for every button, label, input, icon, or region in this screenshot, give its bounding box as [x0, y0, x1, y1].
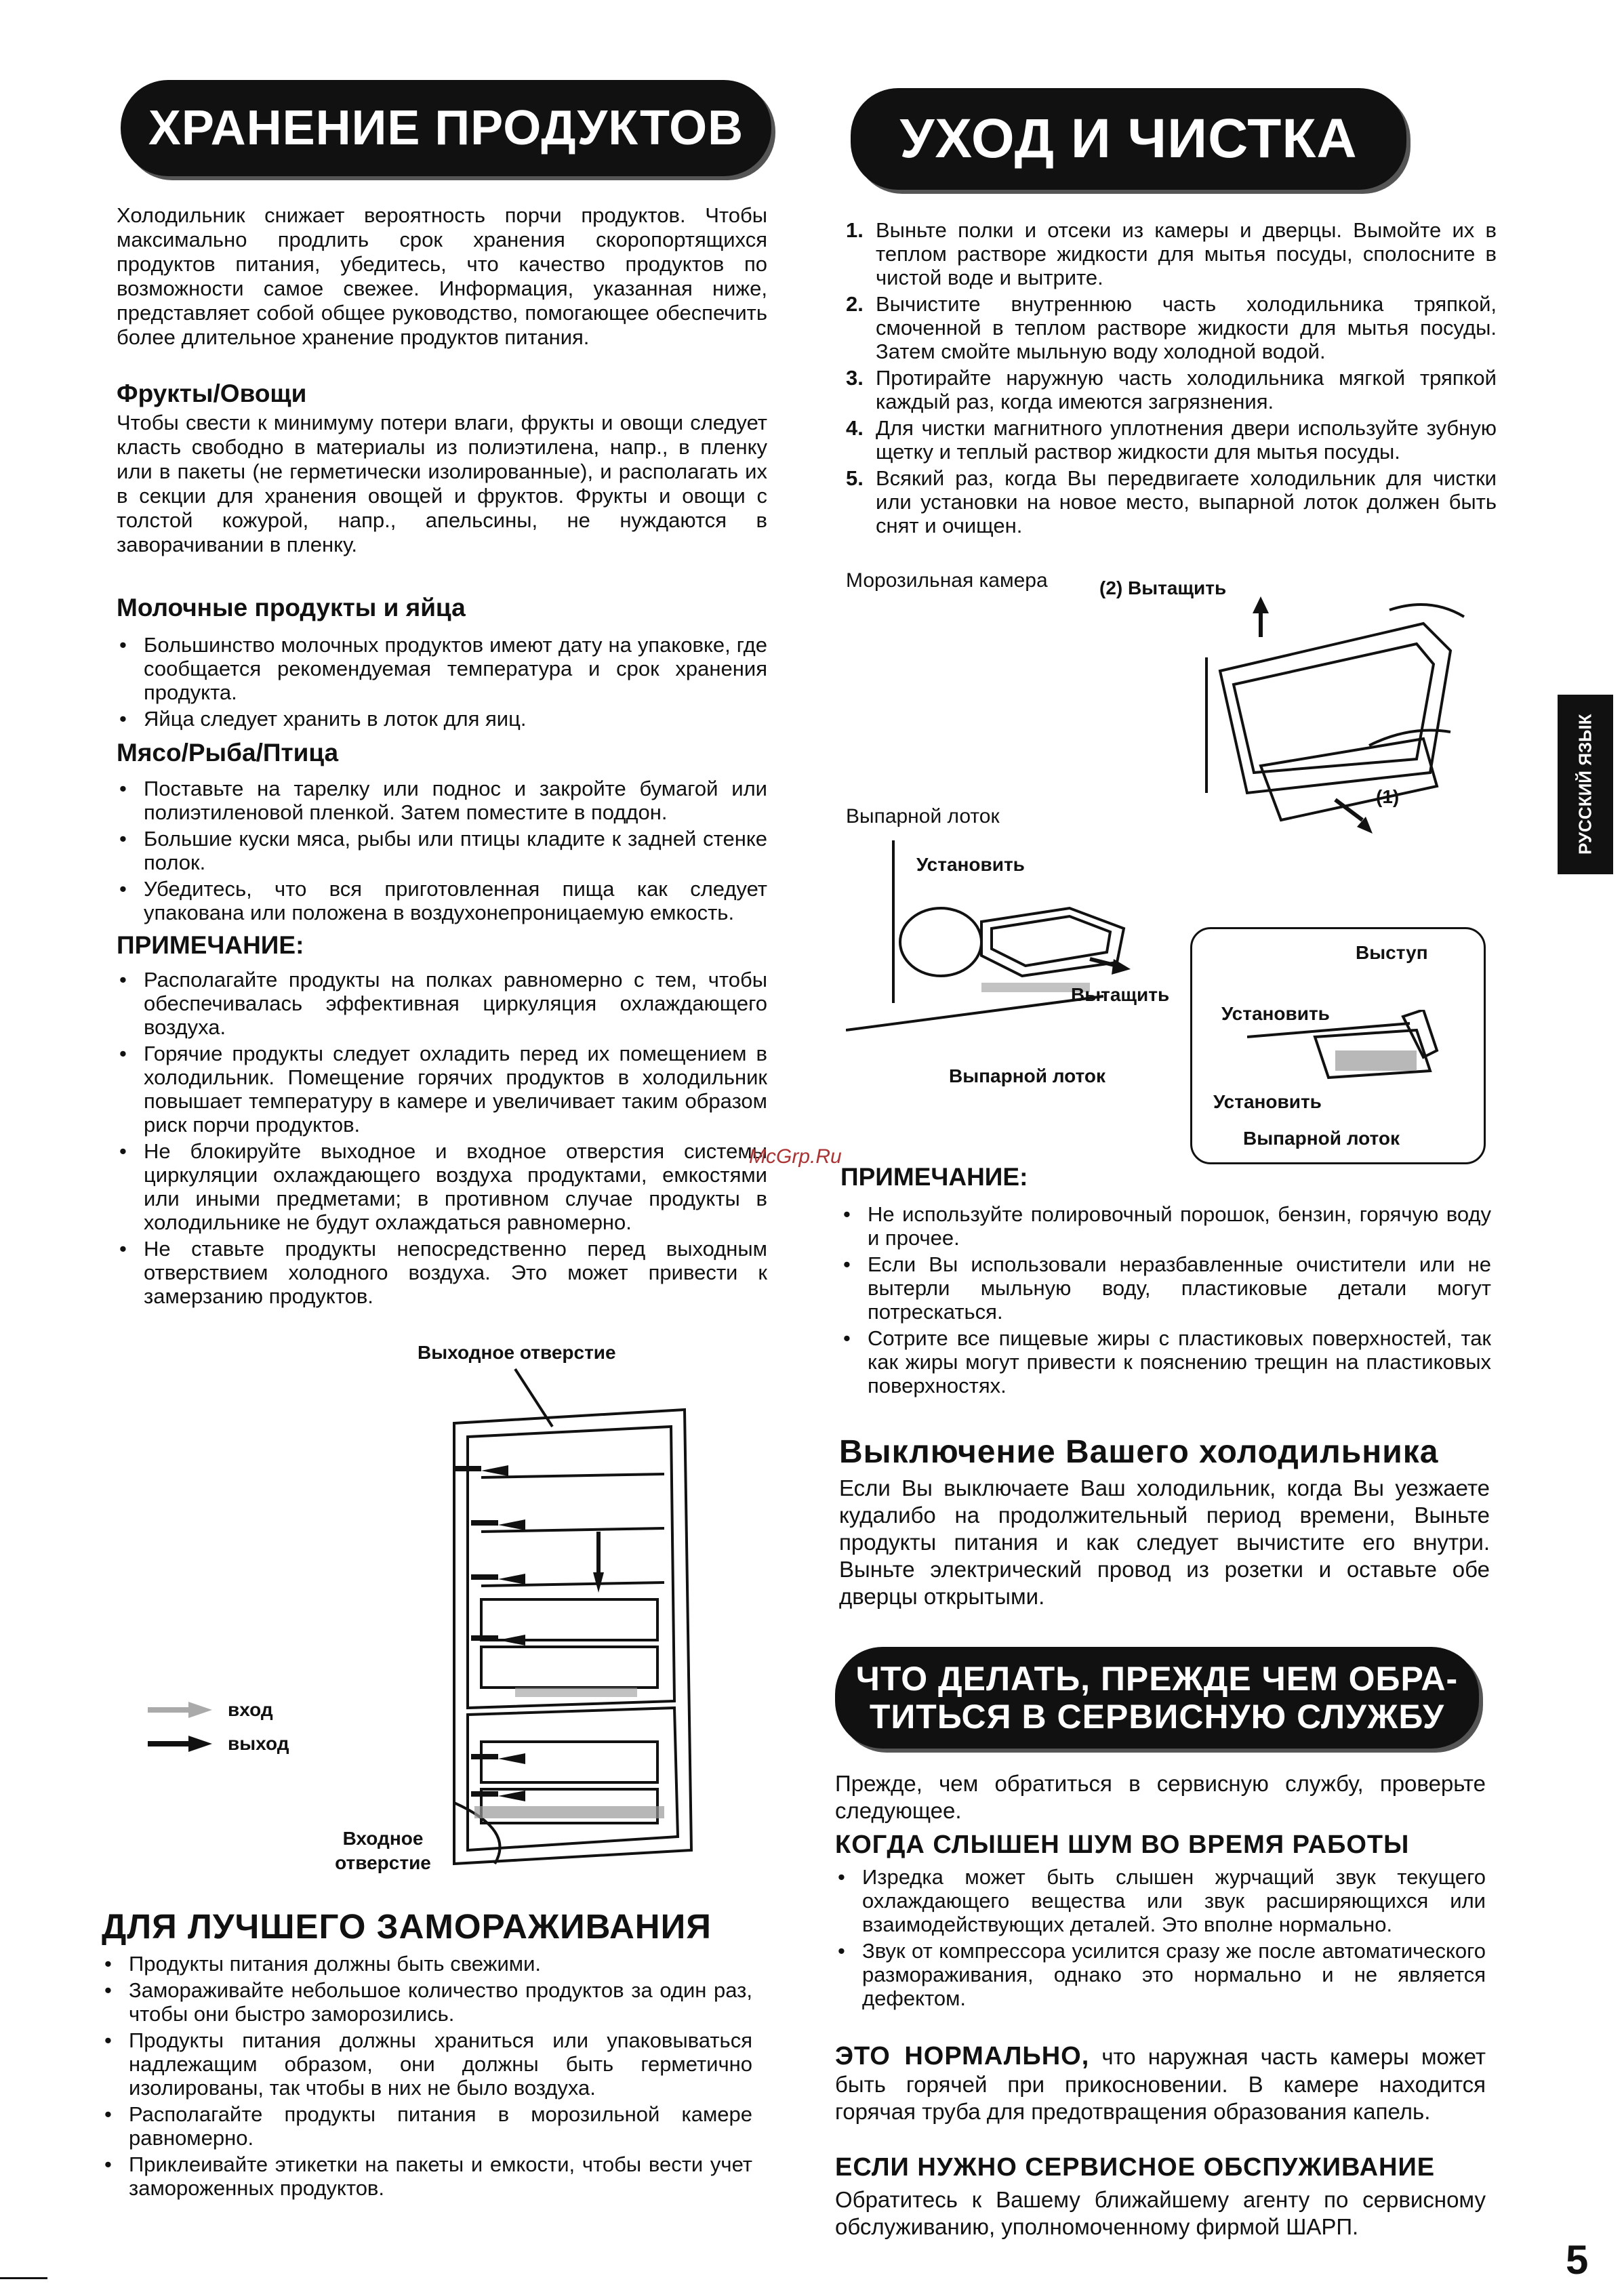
normal-lead: ЭТО НОРМАЛЬНО, [835, 2042, 1090, 2070]
legend-in-arrow [148, 1700, 216, 1720]
list-item: • Большинство молочных продуктов имеют дату на упаковке, где сообщается рекомендуемая температура и срок хранения продукта. [117, 633, 767, 704]
switch-off-text: Если Вы выключаете Ваш холодильник, когда Вы уезжаете кудалибо на продолжительный период времени, Выньте продукты питания и как следует вычистите его внутри. Выньте электрический провод из розетки и оставьте обе дверцы открытыми. [839, 1475, 1490, 1609]
install2-label: Установить [1221, 1003, 1330, 1024]
service-banner-line1: ЧТО ДЕЛАТЬ, ПРЕЖДЕ ЧЕМ ОБРА- [855, 1660, 1459, 1698]
right-note-list [840, 1202, 1491, 1400]
legend-in-label: вход [228, 1699, 273, 1720]
language-side-tab: РУССКИЙ ЯЗЫК [1558, 695, 1613, 874]
evap-tray-bold-label: Выпарной лоток [949, 1065, 1106, 1086]
list-item: • Изредка может быть слышен журчащий звук текущего охлаждающего вещества или звук расширяющихся или взаимодействующих деталей. Это вполне нормально. [835, 1865, 1486, 1936]
list-item: 1. Выньте полки и отсеки из камеры и дверцы. Вымойте их в теплом растворе жидкости для мытья посуды, сполосните в чистой воде и вытрите. [846, 218, 1497, 289]
normal-text: что наружная часть камеры может быть горячей при прикосновении. В камере находится горячая труба для предотвращения образования капель. [835, 2044, 1486, 2124]
list-item: 4. Для чистки магнитного уплотнения двери используйте зубную щетку и теплый раствор жидкости для мытья посуды. [846, 416, 1497, 464]
list-item: • Продукты питания должны быть свежими. [102, 1952, 752, 1976]
service-banner-line2: ТИТЬСЯ В СЕРВИСНУЮ СЛУЖБУ [869, 1698, 1445, 1736]
list-item: • Яйца следует хранить в лоток для яиц. [117, 707, 767, 731]
care-banner: УХОД И ЧИСТКА [851, 88, 1406, 190]
list-item: • Сотрите все пищевые жиры с пластиковых поверхностей, так как жиры могут привести к пояснению трещин на пластиковых поверхностях. [840, 1326, 1491, 1397]
fruits-title: Фрукты/Овощи [117, 380, 307, 407]
pull2-label: (2) Вытащить [1099, 577, 1227, 598]
legend-out-label: выход [228, 1733, 289, 1754]
list-item: • Продукты питания должны храниться или упаковываться надлежащим образом, они должны быть герметично изолированы, так чтобы в них не было воздуха. [102, 2028, 752, 2100]
meat-list [117, 777, 767, 927]
list-item: 5. Всякий раз, когда Вы передвигаете холодильник для чистки или установки на новое место, выпарной лоток должен быть снят и очищен. [846, 466, 1497, 537]
step1-label: (1) [1376, 786, 1400, 807]
list-item: • Приклеивайте этикетки на пакеты и емкости, чтобы вести учет замороженных продуктов. [102, 2152, 752, 2200]
meat-title: Мясо/Рыба/Птица [117, 739, 339, 767]
service-needed-title: ЕСЛИ НУЖНО СЕРВИСНОЕ ОБСПУЖИВАНИЕ [835, 2153, 1436, 2182]
list-item: 3. Протирайте наружную часть холодильника мягкой тряпкой каждый раз, когда имеются загрязнения. [846, 366, 1497, 413]
list-item: • Располагайте продукты на полках равномерно с тем, чтобы обеспечивалась эффективная циркуляция охлаждающего воздуха. [117, 968, 767, 1039]
protrusion-label: Выступ [1356, 942, 1428, 963]
service-needed-text: Обратитесь к Вашему ближайшему агенту по сервисному обслуживанию, уполномоченному фирмой ШАРП. [835, 2187, 1486, 2239]
page-number: 5 [1566, 2237, 1589, 2283]
freeze-title: ДЛЯ ЛУЧШЕГО ЗАМОРАЖИВАНИЯ [102, 1907, 712, 1946]
service-intro: Прежде, чем обратиться в сервисную службу, проверьте следующее. [835, 1771, 1486, 1823]
list-item: • Большие куски мяса, рыбы или птицы кладите к задней стенке полок. [117, 827, 767, 874]
right-note-title: ПРИМЕЧАНИЕ: [840, 1163, 1028, 1191]
evap-tray2-label: Выпарной лоток [1243, 1128, 1400, 1149]
freezer-label: Морозильная камера [846, 569, 1048, 592]
switch-off-title: Выключение Вашего холодильника [839, 1434, 1439, 1470]
evap-tray-label: Выпарной лоток [846, 805, 1000, 828]
inlet-label: Входное отверстие [335, 1828, 431, 1873]
install3-label: Установить [1213, 1091, 1322, 1112]
dairy-list [117, 633, 767, 733]
normal-paragraph [835, 2041, 1486, 2125]
list-item: • Убедитесь, что вся приготовленная пища как следует упакована или положена в воздухонепроницаемую емкость. [117, 877, 767, 924]
airflow-diagram [434, 1362, 718, 1877]
outlet-label: Выходное отверстие [418, 1342, 616, 1363]
left-note-title: ПРИМЕЧАНИЕ: [117, 931, 304, 959]
storage-banner: ХРАНЕНИЕ ПРОДУКТОВ [121, 80, 771, 176]
watermark: McGrp.Ru [749, 1145, 842, 1168]
list-item: • Горячие продукты следует охладить перед их помещением в холодильник. Помещение горячих продуктов в холодильник повышает температуру в камере и увеличивает таким образом риск порчи продуктов. [117, 1042, 767, 1137]
list-item: • Замораживайте небольшое количество продуктов за один раз, чтобы они быстро заморозились. [102, 1978, 752, 2026]
list-item: • Располагайте продукты питания в морозильной камере равномерно. [102, 2102, 752, 2150]
fruits-text: Чтобы свести к минимуму потери влаги, фрукты и овощи следует класть свободно в материалы из полиэтилена, напр., в пленку или в пакеты (не герметически изолированные), и располагать их в секции для хранения овощей и фруктов. Фрукты и овощи с толстой кожурой, напр., апельсины, не нуждаются в заворачивании в пленку. [117, 411, 767, 556]
freezer-drawer-illustration [1166, 569, 1471, 861]
service-banner [835, 1647, 1479, 1749]
noise-title: КОГДА СЛЫШЕН ШУМ ВО ВРЕМЯ РАБОТЫ [835, 1831, 1410, 1859]
corner-mark [0, 2277, 47, 2279]
list-item: • Поставьте на тарелку или поднос и закройте бумагой или полиэтиленовой пленкой. Затем поместите в поддон. [117, 777, 767, 824]
list-item: • Звук от компрессора усилится сразу же после автоматического размораживания, однако это нормально и не является дефектом. [835, 1939, 1486, 2010]
list-item: • Не используйте полировочный порошок, бензин, горячую воду и прочее. [840, 1202, 1491, 1250]
storage-intro: Холодильник снижает вероятность порчи продуктов. Чтобы максимально продлить срок хранения скоропортящихся продуктов питания, убедитесь, что качество продуктов по возможности самое свежее. Информация, указанная ниже, представляет собой общее руководство, помогающее обеспечить более длительное хранение продуктов питания. [117, 203, 767, 349]
list-item: • Не ставьте продукты непосредственно перед выходным отверствием холодного воздуха. Это может привести к замерзанию продуктов. [117, 1237, 767, 1308]
list-item: • Если Вы использовали неразбавленные очистители или не вытерли мыльную воду, пластиковые детали могут потрескаться. [840, 1252, 1491, 1324]
dairy-title: Молочные продукты и яйца [117, 594, 466, 621]
noise-list [835, 1865, 1486, 2013]
freeze-list [102, 1952, 752, 2203]
care-steps [846, 218, 1497, 540]
pull-label: Вытащить [1071, 984, 1170, 1005]
left-note-list [117, 968, 767, 1311]
list-item: 2. Вычистите внутреннюю часть холодильника тряпкой, смоченной в теплом растворе жидкости для мытья посуды. Затем смойте мыльную воду холодной водой. [846, 292, 1497, 363]
legend-out-arrow [148, 1734, 216, 1754]
list-item: • Не блокируйте выходное и входное отверстия системы циркуляции охлаждающего воздуха продуктами, емкостями или иными предметами; в противном случае продукты в холодильнике не будут охлаждаться равномерно. [117, 1139, 767, 1234]
install-label: Установить [916, 854, 1025, 875]
